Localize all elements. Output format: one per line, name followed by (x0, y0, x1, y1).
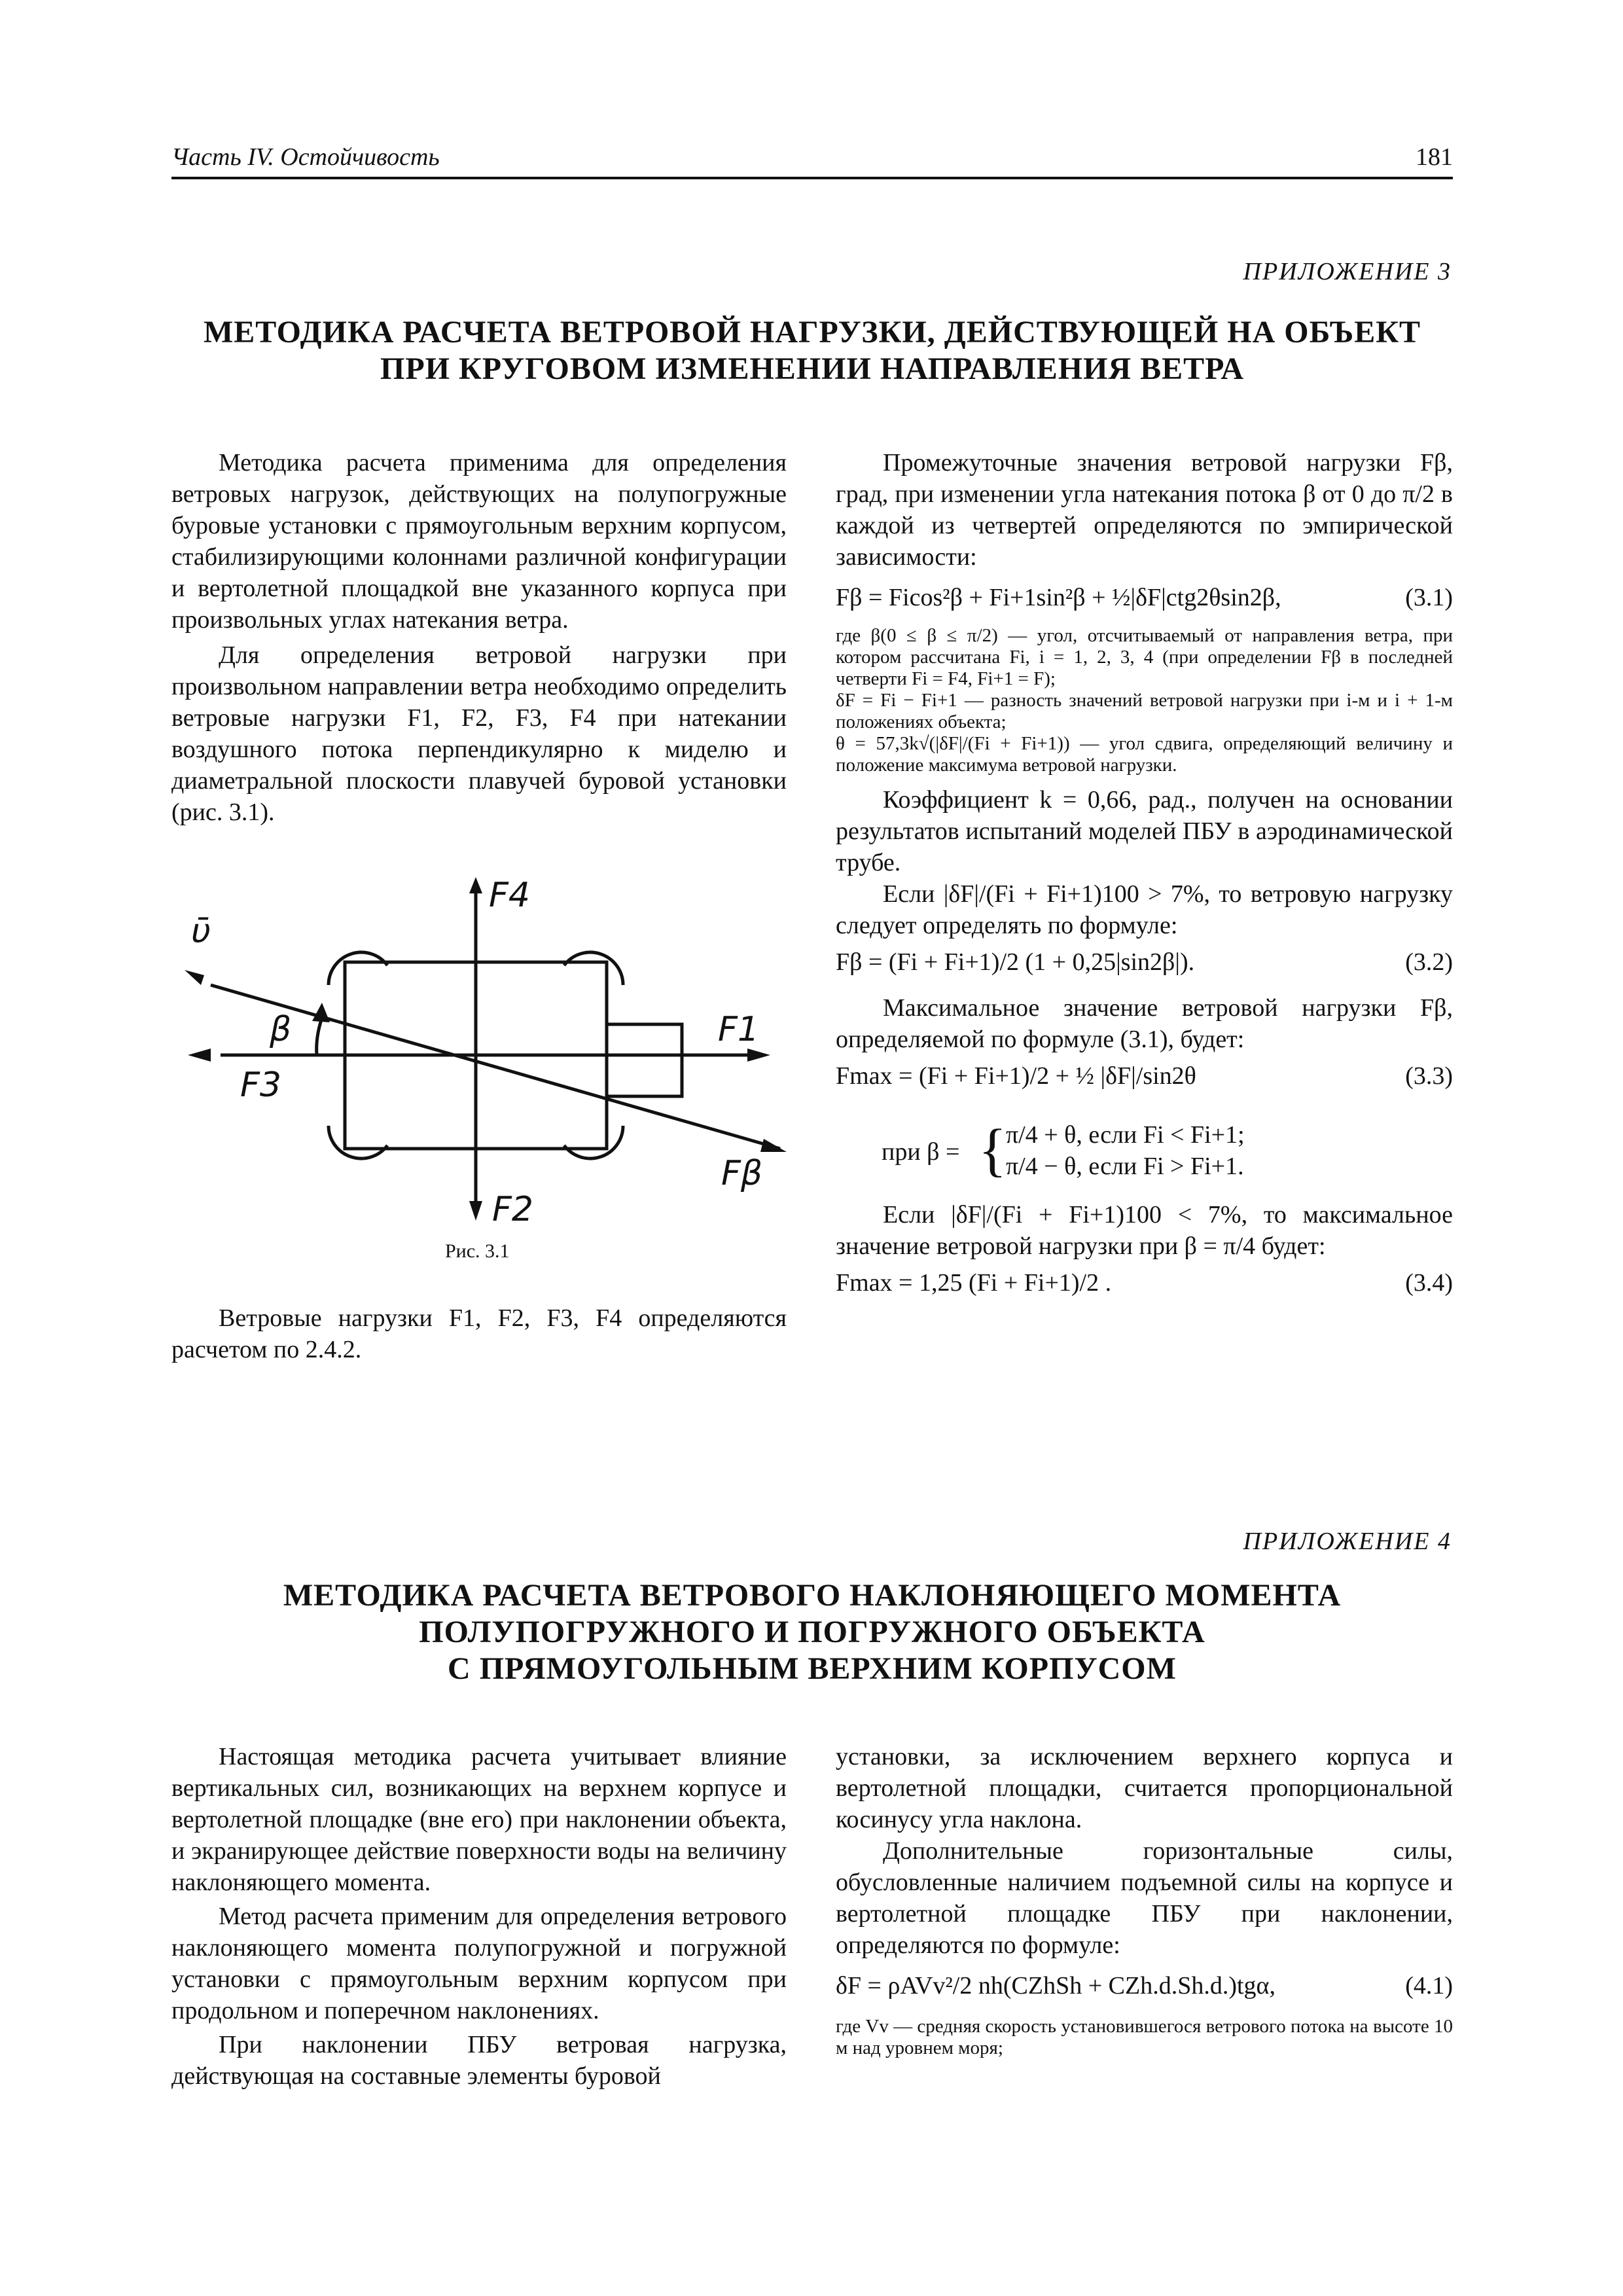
equation-4-1-body: δF = ρAVv²/2 nh(CZhSh + CZh.d.Sh.d.)tgα, (836, 1972, 1275, 2000)
appendix3-left-column (171, 447, 787, 828)
figure-label-v: ῡ (191, 912, 211, 951)
paragraph: Дополнительные горизонтальные силы, обусловленные наличием подъемной силы на корпусе и вертолетной площадке ПБУ при наклонении, определяются по формуле: (836, 1837, 1453, 1959)
paragraph: Ветровые нагрузки F1, F2, F3, F4 определяются расчетом по 2.4.2. (171, 1304, 787, 1363)
column-bottom-left (329, 1126, 387, 1158)
condition-1: π/4 + θ, если Fi < Fi+1; (1006, 1121, 1245, 1149)
condition-2: π/4 − θ, если Fi > Fi+1. (1006, 1153, 1244, 1180)
appendix4-title-line1: МЕТОДИКА РАСЧЕТА ВЕТРОВОГО НАКЛОНЯЮЩЕГО МОМЕНТА (283, 1578, 1342, 1613)
appendix4-left-column (171, 1741, 787, 2092)
equation-3-3 (836, 1060, 1453, 1107)
condition-brace: { (978, 1118, 1007, 1183)
equation-3-3-number: (3.3) (1405, 1062, 1453, 1090)
legend-item: θ = 57,3k√(|δF|/(Fi + Fi+1)) — угол сдвига, определяющий величину и положение максимума ветровой нагрузки. (836, 733, 1453, 776)
figure-label-f1: F1 (718, 1010, 759, 1049)
figure-label-fbeta: Fβ (721, 1154, 763, 1193)
equation-3-4 (836, 1267, 1453, 1306)
paragraph: Коэффициент k = 0,66, рад., получен на основании результатов испытаний моделей ПБУ в аэродинамической трубе. (836, 786, 1453, 876)
equation-3-2-body: Fβ = (Fi + Fi+1)/2 (1 + 0,25|sin2β|). (836, 948, 1195, 976)
equation-3-1-number: (3.1) (1405, 584, 1453, 611)
appendix4-right-column (836, 1741, 1453, 2059)
column-top-left (329, 952, 387, 985)
appendix4-title (171, 1577, 1453, 1687)
legend-item: δF = Fi − Fi+1 — разность значений ветровой нагрузки при i-м и i + 1-м положениях объекта; (836, 690, 1453, 732)
appendix4-label: ПРИЛОЖЕНИЕ 4 (1243, 1528, 1452, 1555)
section-title: Часть IV. Остойчивость (171, 143, 440, 171)
page-header (171, 137, 1453, 179)
equation-3-1 (836, 582, 1453, 621)
equation-3-4-body: Fmax = 1,25 (Fi + Fi+1)/2 . (836, 1269, 1112, 1297)
figure-label-f2: F2 (492, 1190, 533, 1229)
paragraph: Настоящая методика расчета учитывает влияние вертикальных сил, возникающих на верхнем корпусе и вертолетной площадке (вне его) при наклонении объекта, и экранирующее действие поверхности воды на величину наклоняющего момента. (171, 1743, 787, 1896)
paragraph: Промежуточные значения ветровой нагрузки Fβ, град, при изменении угла натекания потока β от 0 до π/2 в каждой из четвертей определяются по эмпирической зависимости: (836, 449, 1453, 571)
column-bottom-right (564, 1126, 623, 1158)
appendix4-title-line3: С ПРЯМОУГОЛЬНЫМ ВЕРХНИМ КОРПУСОМ (448, 1651, 1177, 1686)
figure-3-1 (171, 877, 787, 1230)
column-top-right (564, 952, 623, 985)
equation-3-4-number: (3.4) (1405, 1269, 1453, 1297)
figure-label-f3: F3 (240, 1066, 281, 1105)
paragraph: При наклонении ПБУ ветровая нагрузка, действующая на составные элементы буровой (171, 2031, 787, 2090)
paragraph: Если |δF|/(Fi + Fi+1)100 < 7%, то максимальное значение ветровой нагрузки при β = π/4 будет: (836, 1201, 1453, 1260)
condition-prefix: при β = (882, 1138, 960, 1166)
appendix3-right-column (836, 447, 1453, 1306)
equation-3-1-body: Fβ = Ficos²β + Fi+1sin²β + ½|δF|ctg2θsin2β, (836, 584, 1281, 611)
appendix3-title (171, 314, 1453, 387)
appendix3-title-line2: ПРИ КРУГОВОМ ИЗМЕНЕНИИ НАПРАВЛЕНИЯ ВЕТРА (380, 351, 1244, 386)
equation-4-1-number: (4.1) (1405, 1972, 1453, 2000)
paragraph: Если |δF|/(Fi + Fi+1)100 > 7%, то ветровую нагрузку следует определять по формуле: (836, 880, 1453, 939)
equation-4-1-legend (836, 2016, 1453, 2059)
appendix3-label: ПРИЛОЖЕНИЕ 3 (1243, 258, 1452, 285)
condition-block (882, 1119, 1453, 1185)
helideck (607, 1024, 682, 1096)
paragraph: Для определения ветровой нагрузки при произвольном направлении ветра необходимо определить ветровые нагрузки F1, F2, F3, F4 при натекании воздушного потока перпендикулярно к миделю и диаметральной плоскости плавучей буровой установки (рис. 3.1). (171, 641, 787, 826)
page-number: 181 (1416, 143, 1453, 171)
paragraph: Метод расчета применим для определения ветрового наклоняющего момента полупогружной и погружной установки с прямоугольным верхним корпусом при продольном и поперечном наклонениях. (171, 1903, 787, 2024)
appendix3-title-line1: МЕТОДИКА РАСЧЕТА ВЕТРОВОЙ НАГРУЗКИ, ДЕЙСТВУЮЩЕЙ НА ОБЪЕКТ (203, 315, 1421, 350)
equation-3-2-number: (3.2) (1405, 948, 1453, 976)
paragraph: Максимальное значение ветровой нагрузки Fβ, определяемой по формуле (3.1), будет: (836, 994, 1453, 1053)
figure-label-f4: F4 (489, 877, 530, 915)
paragraph: Методика расчета применима для определения ветровых нагрузок, действующих на полупогружные буровые установки с прямоугольным верхним корпусом, стабилизирующими колоннами различной конфигурации и вертолетной площадкой вне указанного корпуса при произвольных углах натекания ветра. (171, 449, 787, 634)
appendix3-left-column-end (171, 1302, 787, 1365)
paragraph: установки, за исключением верхнего корпуса и вертолетной площадки, считается пропорциональной косинусу угла наклона. (836, 1743, 1453, 1833)
figure-label-beta: β (270, 1010, 292, 1049)
legend-item: где Vv — средняя скорость установившегося ветрового потока на высоте 10 м над уровнем моря; (836, 2016, 1453, 2058)
legend-item: где β(0 ≤ β ≤ π/2) — угол, отсчитываемый от направления ветра, при котором рассчитана Fi, i = 1, 2, 3, 4 (при определении Fβ в последней четверти Fi = F4, Fi+1 = F); (836, 625, 1453, 689)
equation-3-1-legend (836, 625, 1453, 776)
equation-4-1 (836, 1970, 1453, 2009)
appendix4-title-line2: ПОЛУПОГРУЖНОГО И ПОГРУЖНОГО ОБЪЕКТА (419, 1615, 1205, 1649)
figure-caption: Рис. 3.1 (445, 1240, 510, 1262)
equation-3-2 (836, 946, 1453, 992)
equation-3-3-body: Fmax = (Fi + Fi+1)/2 + ½ |δF|/sin2θ (836, 1062, 1196, 1090)
